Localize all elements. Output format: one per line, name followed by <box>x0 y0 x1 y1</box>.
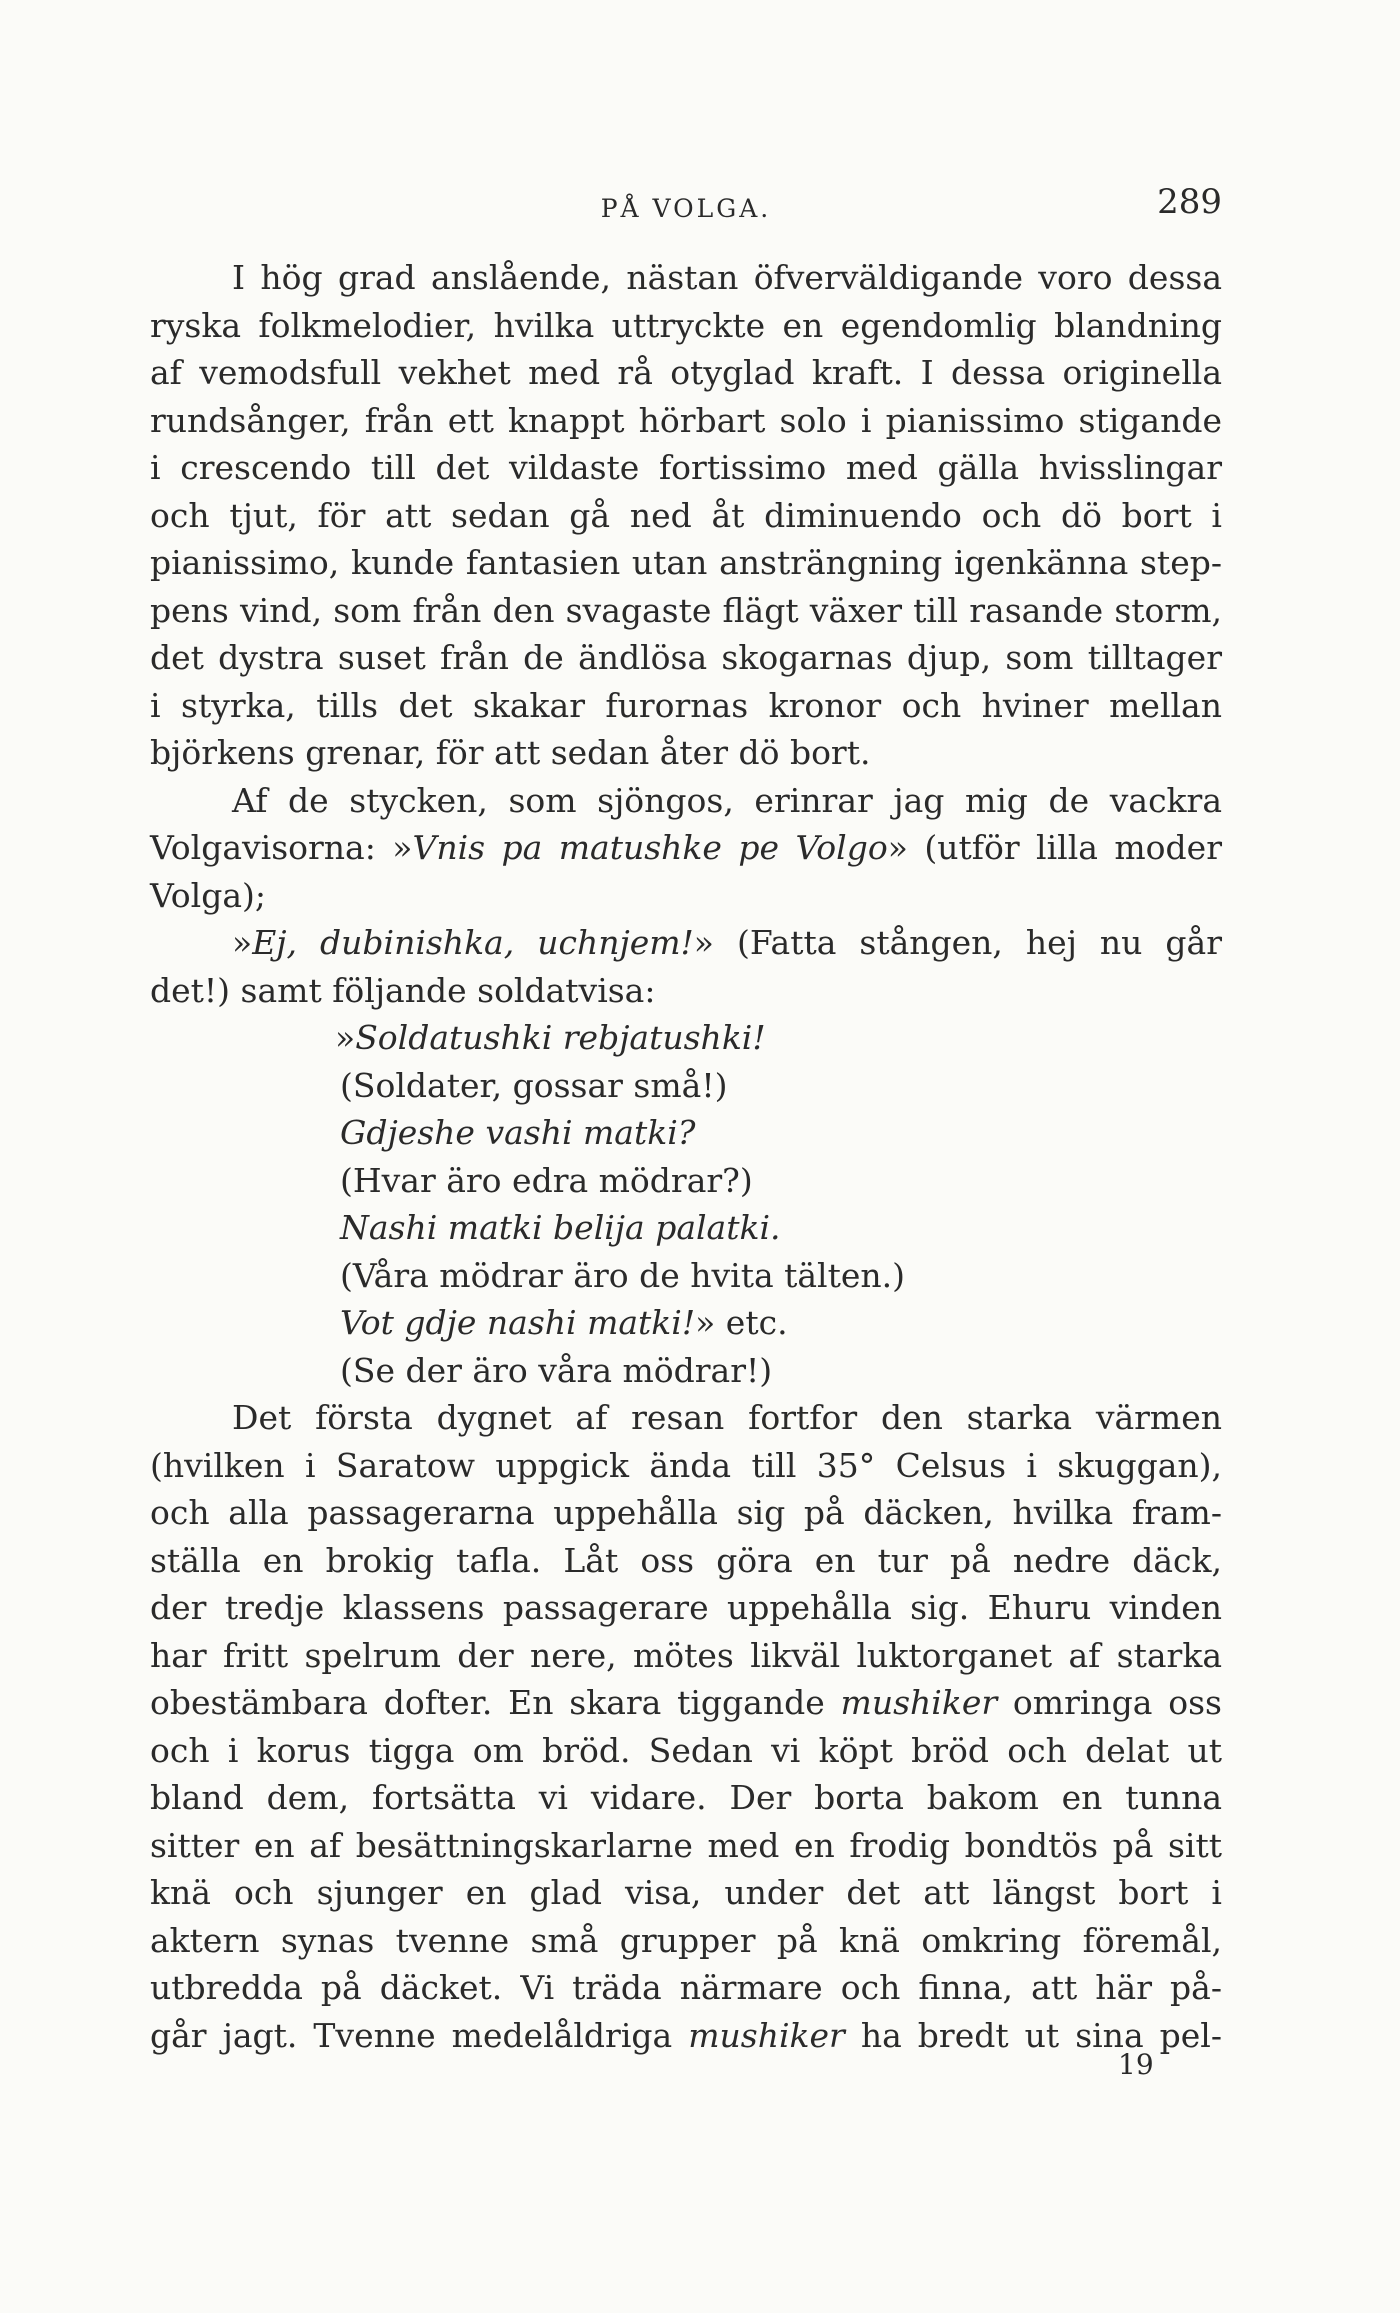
text-line: björkens grenar, för att sedan åter dö bort. <box>150 733 871 772</box>
text-line: i crescendo till det vildaste fortissimo med gälla hvisslingar <box>150 448 1222 487</box>
text-line <box>150 2012 1222 2060</box>
text-line: och alla passagerarna uppehålla sig på däcken, hvilka fram- <box>150 1493 1222 1532</box>
text-line: (hvilken i Saratow uppgick ända till 35° Celsus i skuggan), <box>150 1445 1222 1485</box>
signature-mark: 19 <box>1118 2048 1154 2081</box>
text-line: det dystra suset från de ändlösa skogarnas djup, som tilltager <box>150 638 1222 677</box>
italic-run: Nashi matki belija palatki. <box>340 1208 781 1247</box>
text-line <box>150 1679 1222 1727</box>
body-text <box>150 254 1222 2059</box>
verse-line: (Soldater, gossar små!) <box>340 1065 728 1105</box>
text-run: » <box>335 1018 356 1057</box>
italic-run: Ej, dubinishka, uchnjem! <box>252 923 694 962</box>
italic-run: mushiker <box>688 2015 845 2055</box>
text-line: och tjut, för att sedan gå ned åt diminuendo och dö bort i <box>150 495 1222 535</box>
text-run: » (Fatta stången, hej nu går <box>693 923 1222 962</box>
text-line: der tredje klassens passagerare uppehålla sig. Ehuru vinden <box>150 1588 1222 1627</box>
italic-run: Soldatushki rebjatushki! <box>355 1018 766 1057</box>
verse-line <box>150 1014 1222 1062</box>
text-line: i styrka, tills det skakar furornas kronor och hviner mellan <box>150 685 1222 725</box>
text-line: rundsånger, från ett knappt hörbart solo i pianissimo stigande <box>150 400 1222 440</box>
text-run: » etc. <box>695 1303 788 1342</box>
text-line: I hög grad anslående, nästan öfverväldigande voro dessa <box>232 258 1222 297</box>
text-line: har fritt spelrum der nere, mötes likväl luktorganet af starka <box>150 1635 1222 1675</box>
page-header <box>150 182 1222 232</box>
text-line: Volga); <box>150 875 267 915</box>
text-run: » <box>232 923 253 962</box>
text-line: bland dem, fortsätta vi vidare. Der borta bakom en tunna <box>150 1778 1222 1817</box>
text-line: ställa en brokig tafla. Låt oss göra en tur på nedre däck, <box>150 1540 1222 1580</box>
text-run: » (utför lilla moder <box>887 828 1222 867</box>
verse-line: (Våra mödrar äro de hvita tälten.) <box>340 1255 906 1295</box>
text-line <box>150 919 1222 967</box>
text-line: och i korus tigga om bröd. Sedan vi köpt bröd och delat ut <box>150 1730 1222 1770</box>
verse-line <box>150 1109 1222 1157</box>
text-run: ha bredt ut sina pel- <box>844 2015 1223 2055</box>
text-line: pianissimo, kunde fantasien utan ansträngning igenkänna step- <box>150 543 1222 582</box>
text-line: aktern synas tvenne små grupper på knä omkring föremål, <box>150 1920 1222 1960</box>
text-line: ryska folkmelodier, hvilka uttryckte en egendomlig blandning <box>150 305 1222 345</box>
text-line: Af de stycken, som sjöngos, erinrar jag mig de vackra <box>232 780 1222 820</box>
verse-line <box>150 1204 1222 1252</box>
text-run: omringa oss <box>997 1683 1222 1722</box>
verse-line: (Hvar äro edra mödrar?) <box>340 1160 753 1200</box>
text-run: går jagt. Tvenne medelåldriga <box>150 2015 689 2055</box>
italic-run: Vot gdje nashi matki! <box>340 1303 696 1342</box>
text-run: obestämbara dofter. En skara tiggande <box>150 1683 841 1722</box>
text-line: Det första dygnet af resan fortfor den starka värmen <box>232 1398 1222 1437</box>
italic-run: Gdjeshe vashi matki? <box>340 1113 696 1152</box>
verse-line <box>150 1299 1222 1347</box>
italic-run: Vnis pa matushke pe Volgo <box>412 828 888 867</box>
italic-run: mushiker <box>840 1683 998 1722</box>
text-run: Volgavisorna: » <box>150 828 413 867</box>
text-line: det!) samt följande soldatvisa: <box>150 970 656 1010</box>
text-line: utbredda på däcket. Vi träda närmare och finna, att här på- <box>150 1968 1222 2007</box>
text-line: af vemodsfull vekhet med rå otyglad kraft. I dessa originella <box>150 353 1222 392</box>
text-line: knä och sjunger en glad visa, under det att längst bort i <box>150 1873 1222 1912</box>
verse-line: (Se der äro våra mödrar!) <box>340 1350 773 1390</box>
text-line <box>150 824 1222 872</box>
text-line: sitter en af besättningskarlarne med en frodig bondtös på sitt <box>150 1825 1222 1865</box>
text-line: pens vind, som från den svagaste flägt växer till rasande storm, <box>150 590 1222 630</box>
page-number: 289 <box>1157 182 1222 222</box>
running-title: PÅ VOLGA. <box>600 194 772 223</box>
